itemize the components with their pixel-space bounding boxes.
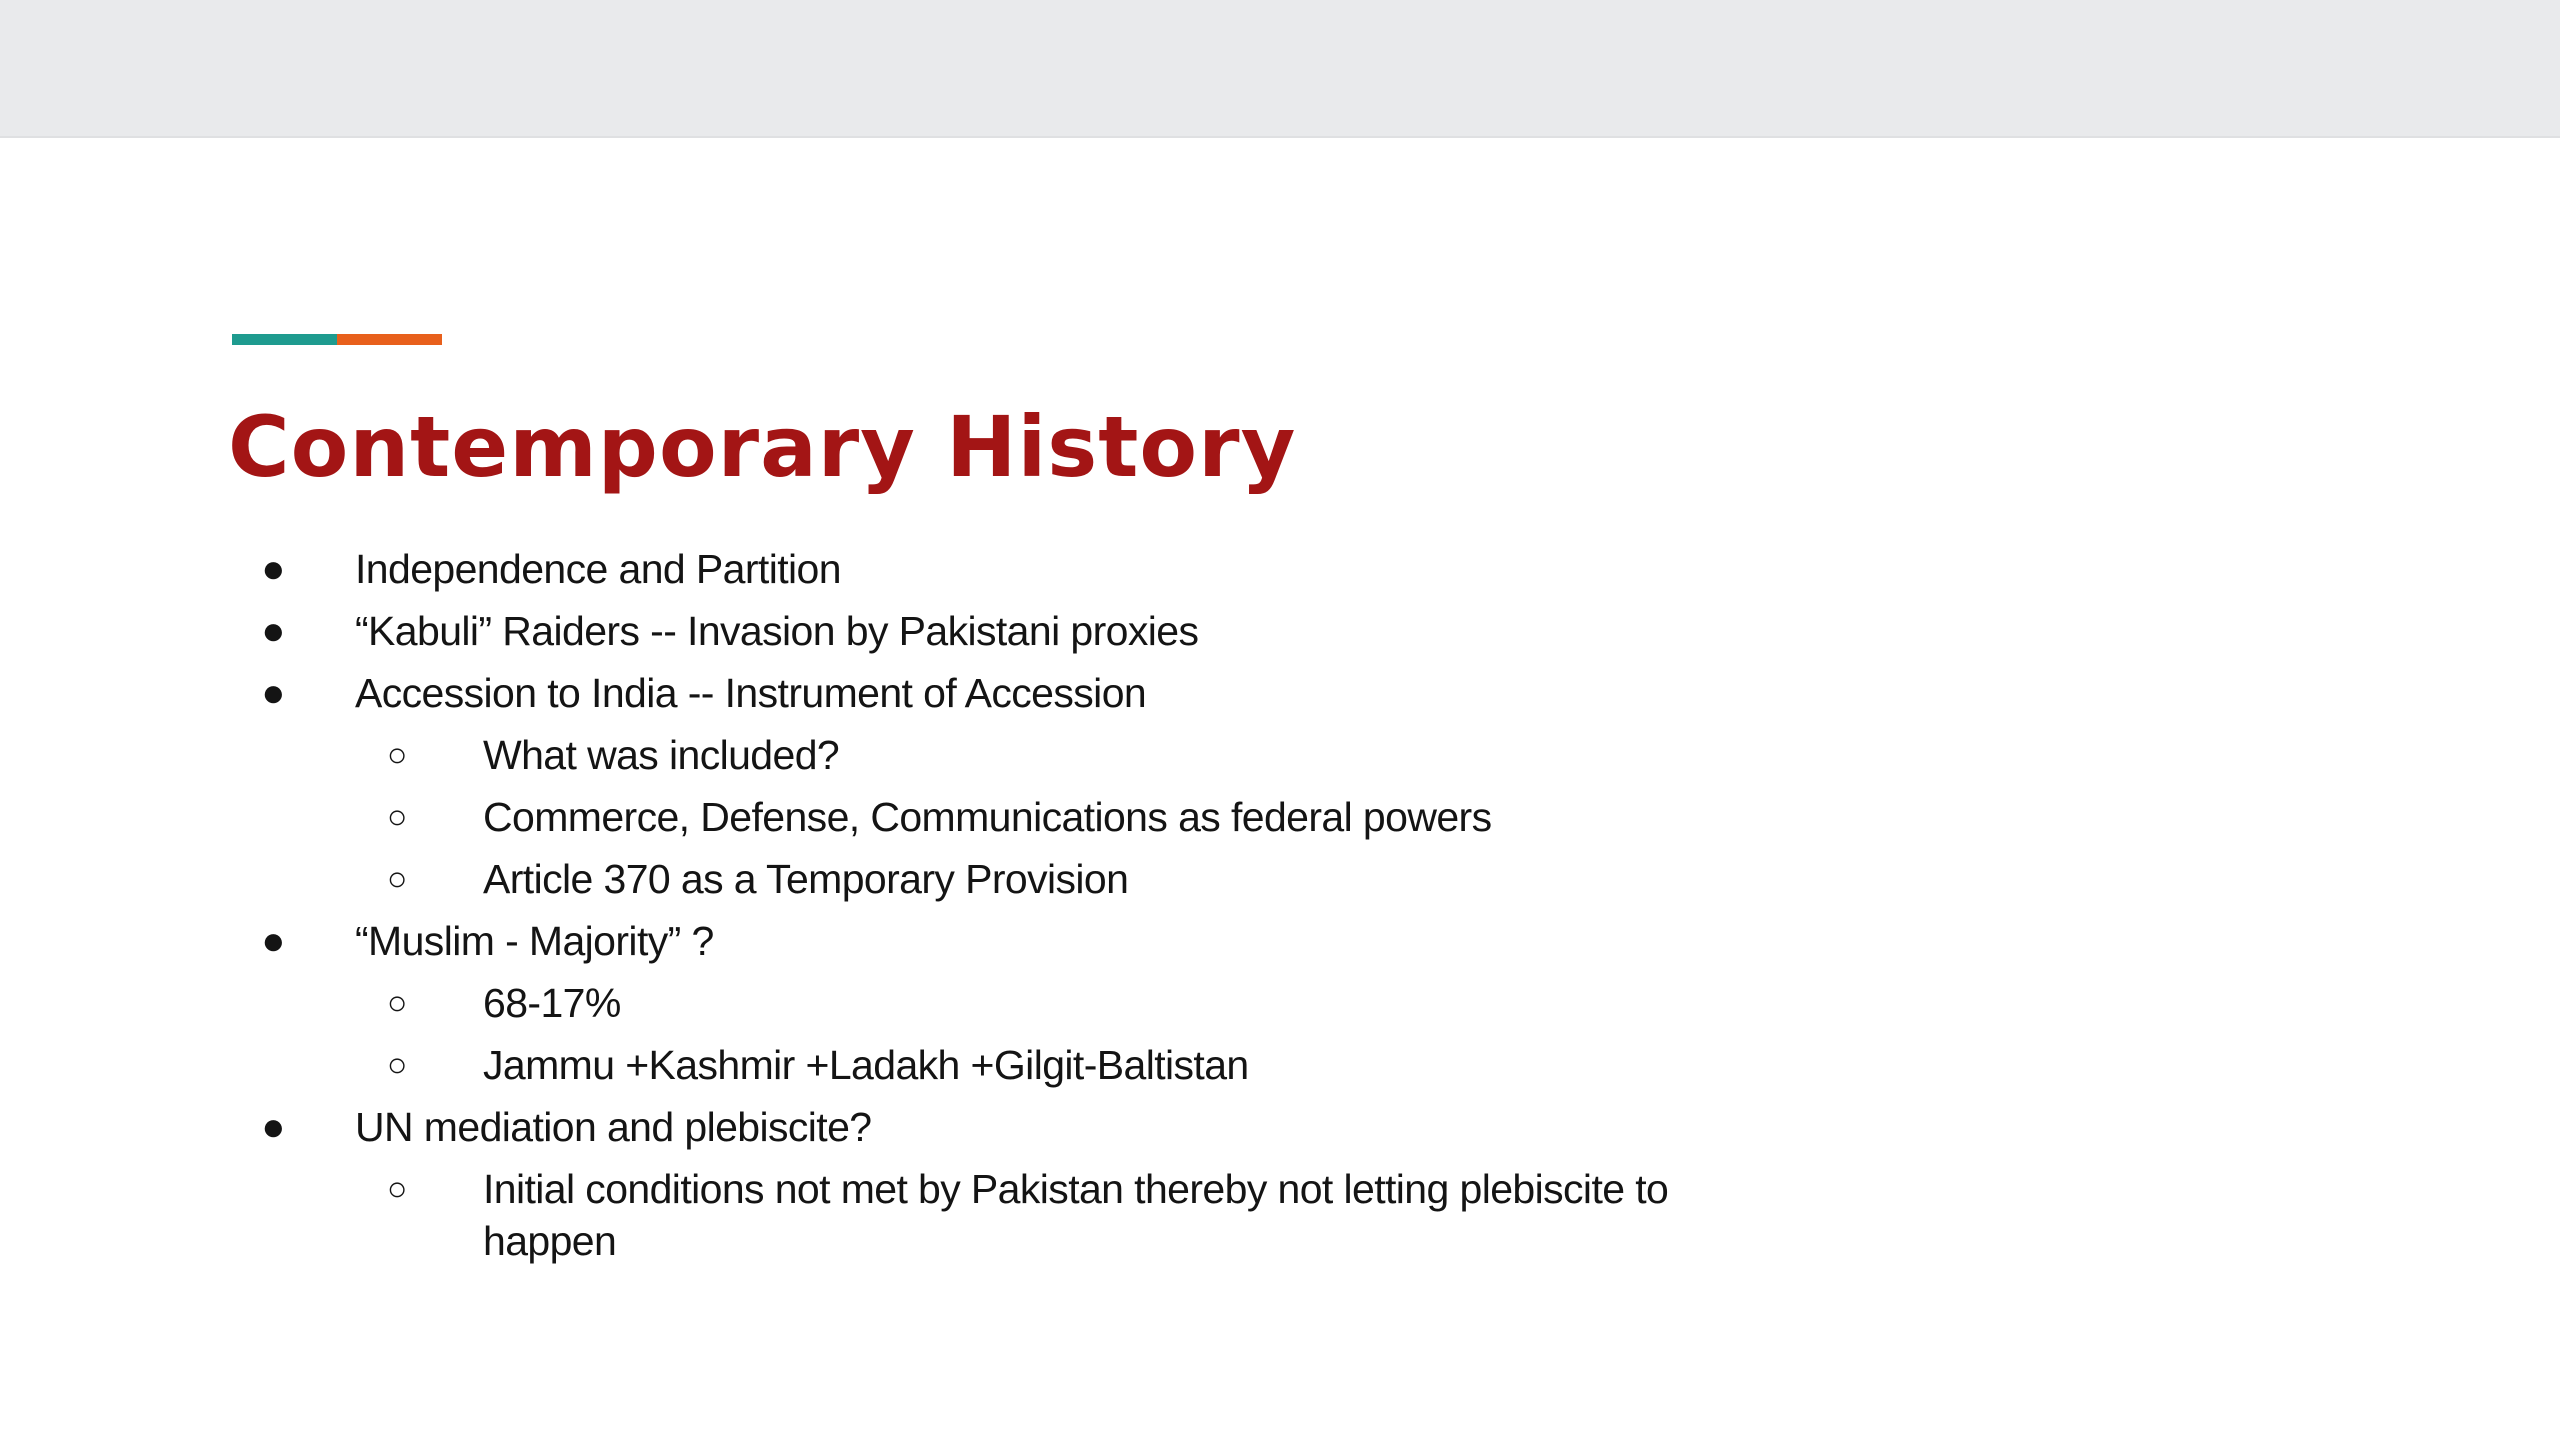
accent-orange-segment <box>337 334 442 345</box>
hollow-bullet-icon: ○ <box>387 736 407 774</box>
hollow-bullet-icon: ○ <box>387 798 407 836</box>
bullet-text: Independence and Partition <box>355 546 841 592</box>
slide-title: Contemporary History <box>228 398 1297 496</box>
sub-bullet-item <box>0 724 2560 786</box>
sub-bullet-text: Commerce, Defense, Communications as federal powers <box>483 794 1492 840</box>
accent-teal-segment <box>232 334 337 345</box>
top-toolbar-band <box>0 0 2560 138</box>
bullet-item <box>0 1096 2560 1158</box>
bullet-item <box>0 600 2560 662</box>
bullet-text: “Kabuli” Raiders -- Invasion by Pakistani proxies <box>355 608 1199 654</box>
sub-bullet-text: What was included? <box>483 732 840 778</box>
filled-bullet-icon: ● <box>261 671 285 715</box>
sub-bullet-item <box>0 848 2560 910</box>
sub-bullet-text: Article 370 as a Temporary Provision <box>483 856 1129 902</box>
sub-bullet-text: 68-17% <box>483 980 621 1026</box>
sub-bullet-text: Initial conditions not met by Pakistan thereby not letting plebiscite to happen <box>483 1166 1669 1264</box>
hollow-bullet-icon: ○ <box>387 984 407 1022</box>
hollow-bullet-icon: ○ <box>387 1046 407 1084</box>
bullet-text: “Muslim - Majority” ? <box>355 918 714 964</box>
hollow-bullet-icon: ○ <box>387 1170 407 1208</box>
bullet-text: UN mediation and plebiscite? <box>355 1104 872 1150</box>
sub-bullet-item <box>0 786 2560 848</box>
filled-bullet-icon: ● <box>261 609 285 653</box>
filled-bullet-icon: ● <box>261 919 285 963</box>
bullet-item <box>0 910 2560 972</box>
hollow-bullet-icon: ○ <box>387 860 407 898</box>
filled-bullet-icon: ● <box>261 1105 285 1149</box>
sub-bullet-item <box>0 1158 2560 1272</box>
sub-bullet-item <box>0 972 2560 1034</box>
filled-bullet-icon: ● <box>261 547 285 591</box>
bullet-list <box>0 538 2560 1272</box>
title-accent-bar <box>232 334 442 345</box>
sub-bullet-item <box>0 1034 2560 1096</box>
bullet-item <box>0 662 2560 724</box>
sub-bullet-text: Jammu +Kashmir +Ladakh +Gilgit-Baltistan <box>483 1042 1249 1088</box>
bullet-text: Accession to India -- Instrument of Accession <box>355 670 1147 716</box>
bullet-item <box>0 538 2560 600</box>
